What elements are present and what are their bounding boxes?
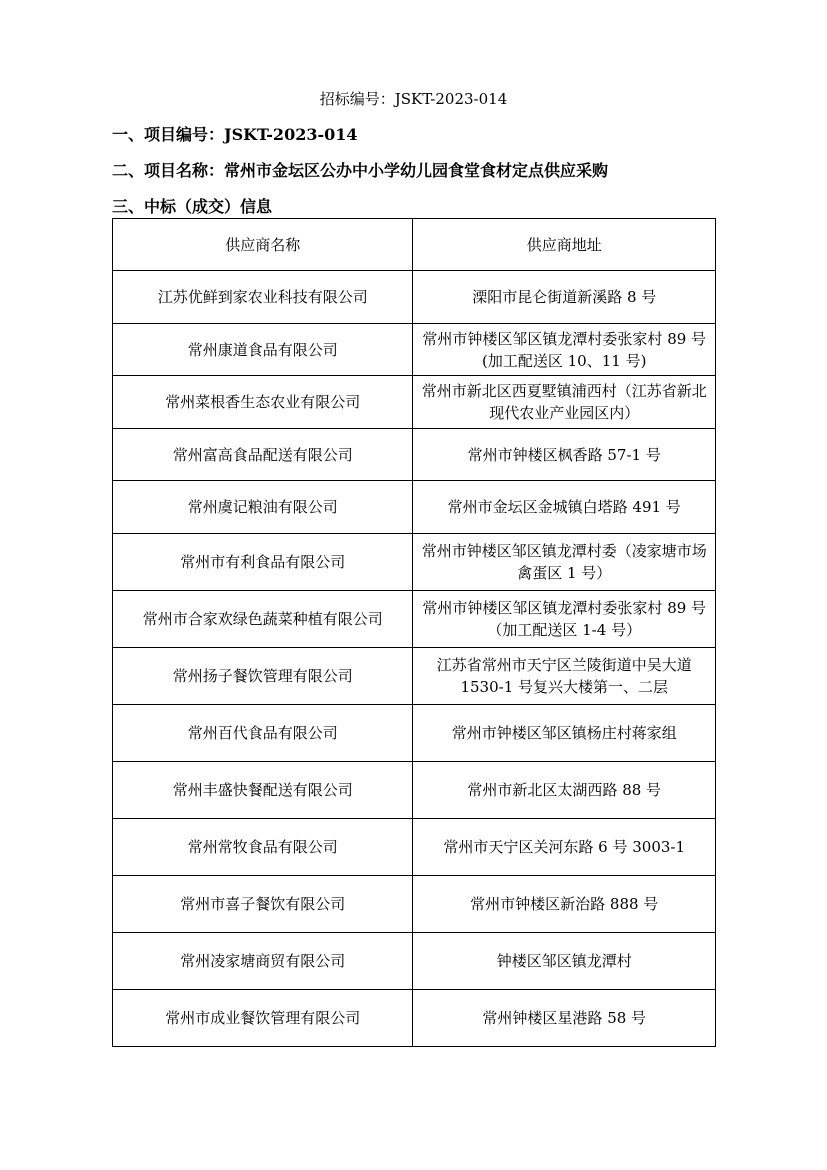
heading-project-number: 一、项目编号：JSKT-2023-014 [112,125,358,144]
table-row [113,819,716,876]
table-row [113,376,716,429]
supplier-name-cell: 常州常牧食品有限公司 [113,819,413,876]
supplier-name-cell: 常州丰盛快餐配送有限公司 [113,762,413,819]
table-row [113,876,716,933]
supplier-address-cell: 常州市新北区西夏墅镇浦西村（江苏省新北现代农业产业园区内） [413,376,716,429]
heading-award-info: 三、中标（成交）信息 [112,197,273,216]
table-row [113,591,716,648]
supplier-address-cell: 常州市钟楼区枫香路 57-1 号 [413,429,716,481]
supplier-name-cell: 常州市喜子餐饮有限公司 [113,876,413,933]
supplier-address-cell: 钟楼区邹区镇龙潭村 [413,933,716,990]
table-row [113,429,716,481]
supplier-name-cell: 常州虞记粮油有限公司 [113,481,413,534]
supplier-address-cell: 常州市新北区太湖西路 88 号 [413,762,716,819]
column-header-supplier-address: 供应商地址 [413,219,716,271]
supplier-name-cell: 常州富高食品配送有限公司 [113,429,413,481]
supplier-address-cell: 常州市钟楼区邹区镇杨庄村蒋家组 [413,705,716,762]
heading-project-name: 二、项目名称：常州市金坛区公办中小学幼儿园食堂食材定点供应采购 [112,161,609,180]
table-row [113,990,716,1047]
supplier-address-cell: 常州市钟楼区邹区镇龙潭村委张家村 89 号（加工配送区 1-4 号） [413,591,716,648]
table-row [113,534,716,591]
supplier-name-cell: 常州市有利食品有限公司 [113,534,413,591]
supplier-address-cell: 常州钟楼区星港路 58 号 [413,990,716,1047]
table-row [113,324,716,376]
supplier-name-cell: 常州市成业餐饮管理有限公司 [113,990,413,1047]
table-row [113,481,716,534]
supplier-name-cell: 常州菜根香生态农业有限公司 [113,376,413,429]
supplier-address-cell: 常州市钟楼区邹区镇龙潭村委张家村 89 号(加工配送区 10、11 号) [413,324,716,376]
table-header-row [113,219,716,271]
table-row [113,648,716,705]
supplier-address-cell: 溧阳市昆仑街道新溪路 8 号 [413,271,716,324]
supplier-address-cell: 常州市金坛区金城镇白塔路 491 号 [413,481,716,534]
column-header-supplier-name: 供应商名称 [113,219,413,271]
supplier-name-cell: 常州康道食品有限公司 [113,324,413,376]
table-body [113,271,716,1047]
supplier-address-cell: 江苏省常州市天宁区兰陵街道中吴大道 1530-1 号复兴大楼第一、二层 [413,648,716,705]
supplier-name-cell: 常州凌家塘商贸有限公司 [113,933,413,990]
supplier-address-cell: 常州市钟楼区新治路 888 号 [413,876,716,933]
supplier-name-cell: 常州市合家欢绿色蔬菜种植有限公司 [113,591,413,648]
table-row [113,933,716,990]
supplier-address-cell: 常州市天宁区关河东路 6 号 3003-1 [413,819,716,876]
supplier-table [112,218,716,1047]
supplier-name-cell: 江苏优鲜到家农业科技有限公司 [113,271,413,324]
table-row [113,705,716,762]
supplier-name-cell: 常州扬子餐饮管理有限公司 [113,648,413,705]
supplier-address-cell: 常州市钟楼区邹区镇龙潭村委（凌家塘市场禽蛋区 1 号） [413,534,716,591]
document-number: 招标编号：JSKT-2023-014 [319,90,508,108]
table-row [113,762,716,819]
supplier-name-cell: 常州百代食品有限公司 [113,705,413,762]
table-row [113,271,716,324]
